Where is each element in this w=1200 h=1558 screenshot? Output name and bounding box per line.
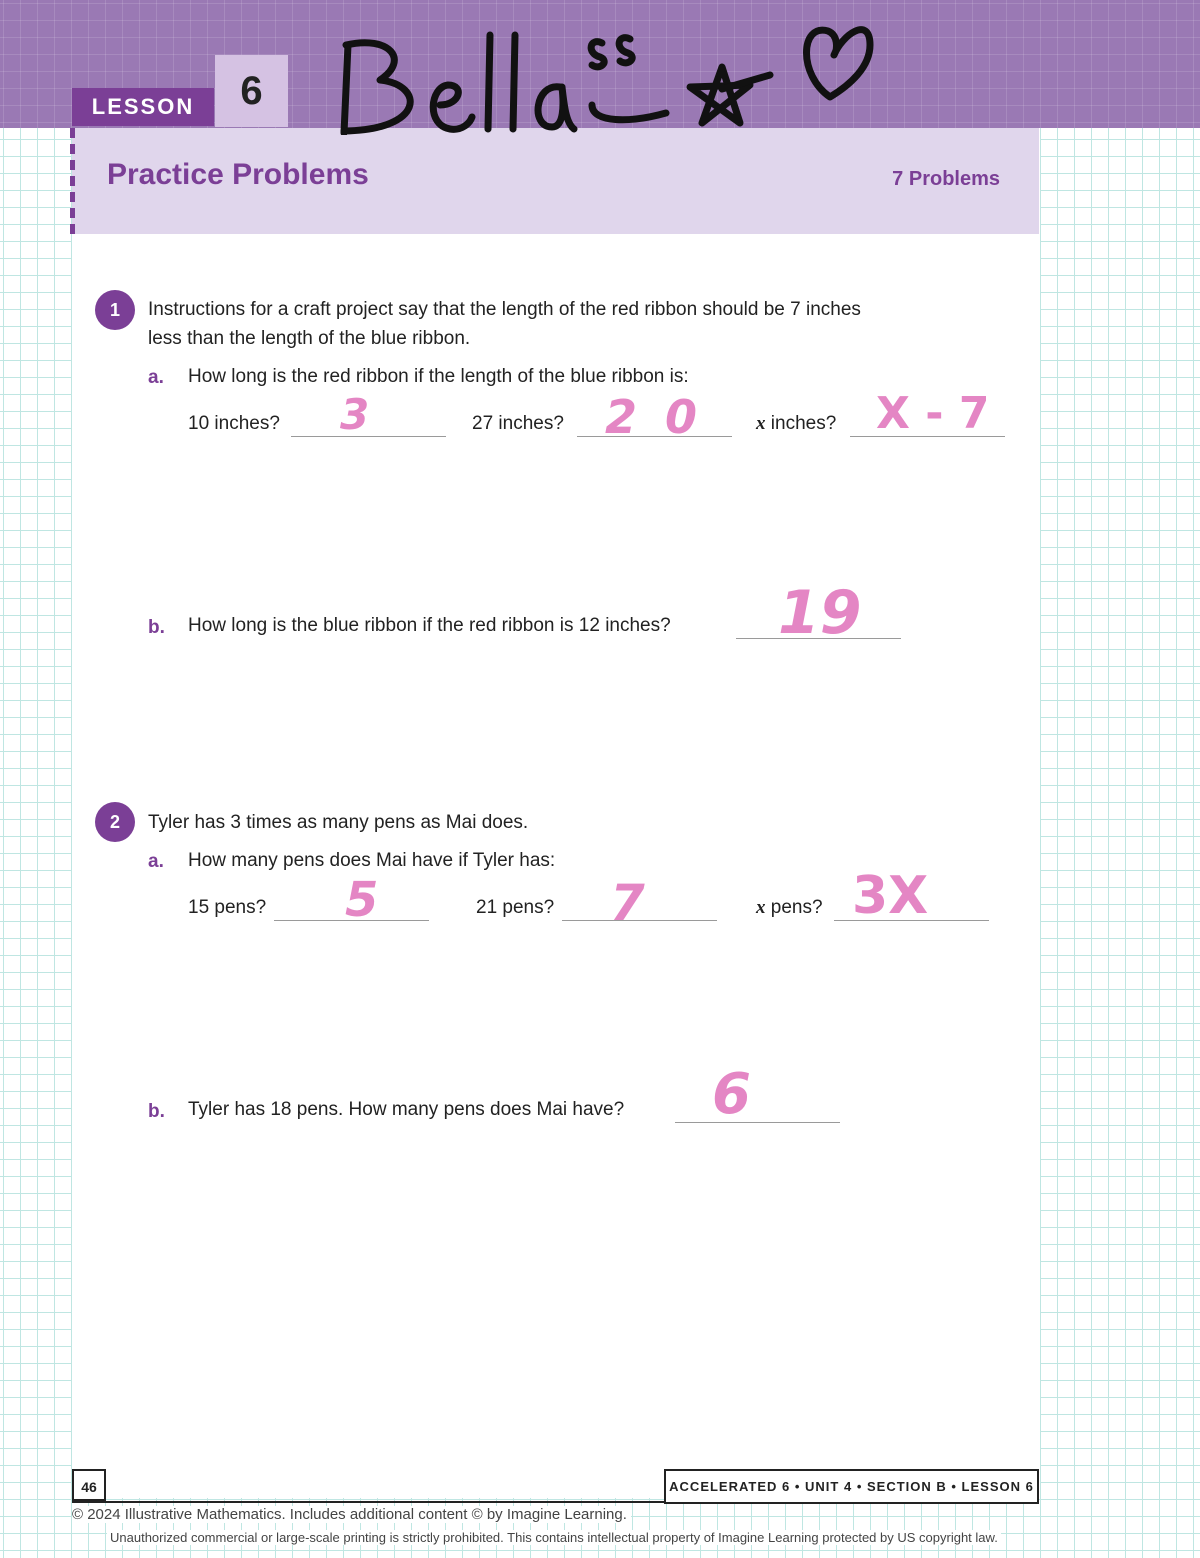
problem-1a-item-3-unit: inches? — [765, 413, 837, 434]
problem-2b-letter: b. — [148, 1101, 165, 1122]
copyright-notice: © 2024 Illustrative Mathematics. Includes additional content © by Imagine Learning. — [72, 1506, 631, 1523]
problem-1a-item-2-answer: 2 0 — [605, 390, 704, 444]
problem-2a-letter: a. — [148, 851, 164, 872]
problem-2a-item-2-label: 21 pens? — [476, 897, 555, 918]
problem-2a-item-3-label — [756, 893, 823, 922]
problem-2a-item-1-label: 15 pens? — [188, 897, 267, 918]
lesson-number: 6 — [215, 55, 288, 127]
problem-2b-prompt: Tyler has 18 pens. How many pens does Mai have? — [188, 1099, 625, 1120]
page-title: Practice Problems — [107, 158, 369, 191]
problem-1b-prompt: How long is the blue ribbon if the red ribbon is 12 inches? — [188, 615, 671, 636]
problem-1b-letter: b. — [148, 617, 165, 638]
problem-2a-item-3-answer: 3X — [852, 866, 929, 926]
problem-1a-prompt: How long is the red ribbon if the length of the blue ribbon is: — [188, 366, 689, 387]
answer-blank[interactable] — [675, 1122, 840, 1123]
problem-1a-item-1-label: 10 inches? — [188, 413, 280, 434]
problem-1-number: 1 — [95, 290, 135, 330]
problem-2-number: 2 — [95, 802, 135, 842]
problem-2b-answer: 6 — [712, 1062, 751, 1127]
problem-1a-item-2-label: 27 inches? — [472, 413, 564, 434]
problem-2a-prompt: How many pens does Mai have if Tyler has: — [188, 850, 556, 871]
lesson-label: LESSON — [72, 88, 214, 126]
problem-count: 7 Problems — [892, 168, 1000, 190]
course-label: ACCELERATED 6 • UNIT 4 • SECTION B • LESSON 6 — [664, 1469, 1039, 1504]
problem-2a-item-3-unit: pens? — [765, 897, 823, 918]
problem-2a-item-1-answer: 5 — [345, 872, 379, 928]
problem-1b-answer: 19 — [778, 578, 862, 648]
variable-x: x — [756, 897, 766, 918]
problem-1-prompt-line-1: Instructions for a craft project say that the length of the red ribbon should be 7 inches — [148, 299, 861, 320]
problem-1a-item-1-answer: 3 — [340, 390, 370, 439]
variable-x: x — [756, 413, 766, 434]
header-dash-rule — [70, 128, 75, 234]
problem-2-prompt: Tyler has 3 times as many pens as Mai does. — [148, 812, 529, 833]
problem-1a-letter: a. — [148, 367, 164, 388]
handwritten-signature — [330, 5, 890, 135]
problem-1a-item-3-label — [756, 409, 836, 438]
page-number: 46 — [72, 1469, 106, 1501]
legal-notice: Unauthorized commercial or large-scale printing is strictly prohibited. This contains intellectual property of Imagine Learning protected by US copyright law. — [107, 1530, 1001, 1545]
problem-1a-item-3-answer: X - 7 — [876, 388, 990, 439]
problem-2a-item-2-answer: 7 — [610, 874, 645, 932]
problem-1-prompt-line-2: less than the length of the blue ribbon. — [148, 328, 471, 349]
